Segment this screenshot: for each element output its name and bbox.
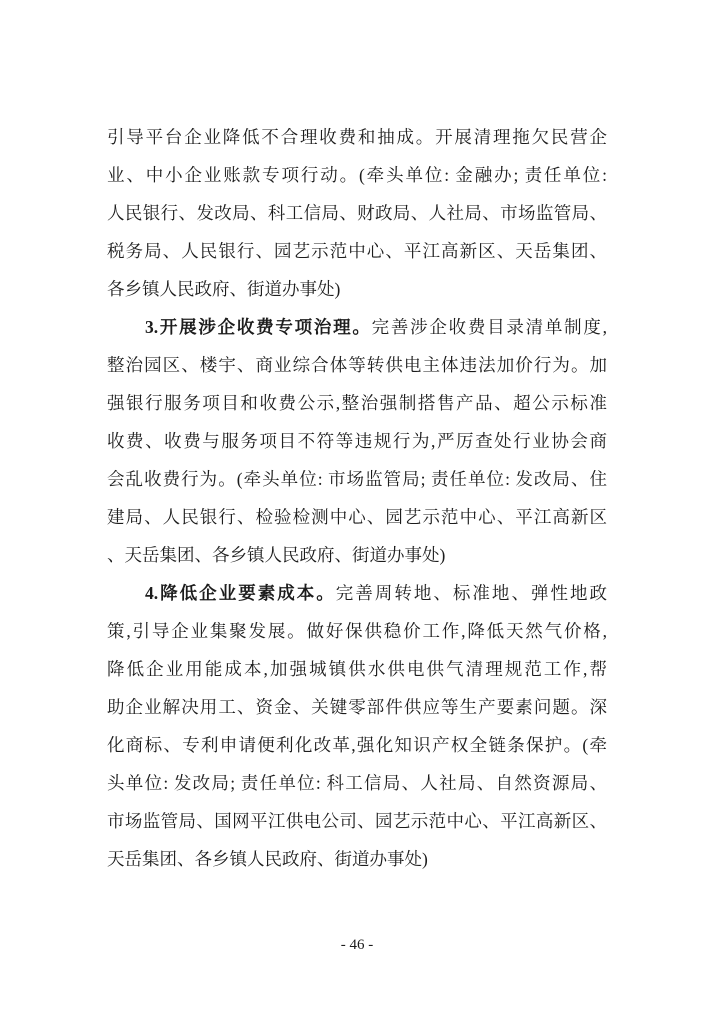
text-line: 建局、人民银行、检验检测中心、园艺示范中心、平江高新区 bbox=[107, 507, 607, 527]
document-body bbox=[107, 118, 607, 878]
paragraph bbox=[107, 574, 607, 878]
text-span: 完善涉企收费目录清单制度, bbox=[371, 317, 607, 337]
text-line: 会乱收费行为。(牵头单位: 市场监管局; 责任单位: 发改局、住 bbox=[107, 469, 607, 489]
text-line: 税务局、人民银行、园艺示范中心、平江高新区、天岳集团、 bbox=[107, 241, 607, 261]
text-line: 化商标、专利申请便利化改革,强化知识产权全链条保护。(牵 bbox=[107, 735, 607, 755]
text-line: 降低企业用能成本,加强城镇供水供电供气清理规范工作,帮 bbox=[107, 659, 607, 679]
text-line: 强银行服务项目和收费公示,整治强制搭售产品、超公示标准 bbox=[107, 393, 607, 413]
text-line: 整治园区、楼宇、商业综合体等转供电主体违法加价行为。加 bbox=[107, 355, 607, 375]
text-line: 市场监管局、国网平江供电公司、园艺示范中心、平江高新区、 bbox=[107, 811, 607, 831]
text-line: 收费、收费与服务项目不符等违规行为,严厉查处行业协会商 bbox=[107, 431, 607, 451]
text-line: 人民银行、发改局、科工信局、财政局、人社局、市场监管局、 bbox=[107, 203, 607, 223]
section-heading: 3.开展涉企收费专项治理。 bbox=[145, 317, 372, 337]
text-line: 助企业解决用工、资金、关键零部件供应等生产要素问题。深 bbox=[107, 697, 607, 717]
text-line: 引导平台企业降低不合理收费和抽成。开展清理拖欠民营企 bbox=[107, 127, 607, 147]
text-line: 各乡镇人民政府、街道办事处) bbox=[107, 279, 341, 299]
paragraph bbox=[107, 118, 607, 308]
text-line: 业、中小企业账款专项行动。(牵头单位: 金融办; 责任单位: bbox=[107, 165, 607, 185]
paragraph-first-line bbox=[107, 308, 607, 346]
text-line: 策,引导企业集聚发展。做好保供稳价工作,降低天然气价格, bbox=[107, 621, 607, 641]
section-heading: 4.降低企业要素成本。 bbox=[145, 583, 336, 603]
text-span: 完善周转地、标准地、弹性地政 bbox=[335, 583, 607, 603]
text-line: 头单位: 发改局; 责任单位: 科工信局、人社局、自然资源局、 bbox=[107, 773, 607, 793]
text-line: 、天岳集团、各乡镇人民政府、街道办事处) bbox=[107, 545, 446, 565]
page-number: - 46 - bbox=[340, 937, 374, 953]
paragraph bbox=[107, 308, 607, 574]
text-line: 天岳集团、各乡镇人民政府、街道办事处) bbox=[107, 849, 428, 869]
paragraph-first-line bbox=[107, 574, 607, 612]
